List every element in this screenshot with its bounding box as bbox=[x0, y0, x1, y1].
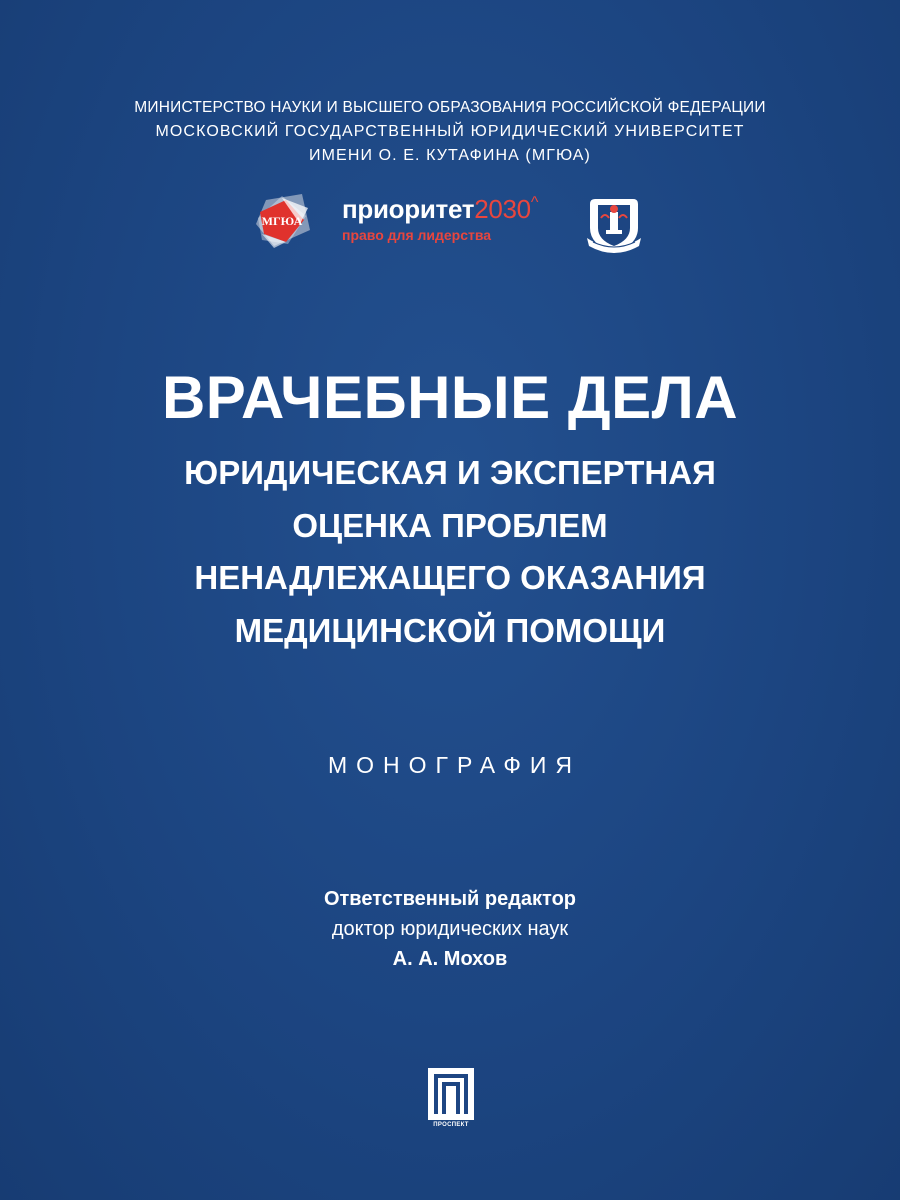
priority-year: 2030 bbox=[474, 194, 531, 224]
subtitle-line: МЕДИЦИНСКОЙ ПОМОЩИ bbox=[234, 611, 666, 649]
editor-name: А. А. Мохов bbox=[392, 948, 508, 970]
publisher-name: ПРОСПЕКТ bbox=[433, 1122, 469, 1128]
subtitle-line: НЕНАДЛЕЖАЩЕГО ОКАЗАНИЯ bbox=[194, 559, 706, 596]
book-title: ВРАЧЕБНЫЕ ДЕЛА bbox=[161, 364, 739, 431]
book-subtitle bbox=[0, 447, 900, 657]
university-name: МОСКОВСКИЙ ГОСУДАРСТВЕННЫЙ ЮРИДИЧЕСКИЙ УНИВЕРСИТЕТ bbox=[155, 123, 745, 140]
mgua-logo bbox=[252, 190, 314, 252]
priority-2030-logo bbox=[342, 194, 572, 250]
ministry-name: МИНИСТЕРСТВО НАУКИ И ВЫСШЕГО ОБРАЗОВАНИЯ РОССИЙСКОЙ ФЕДЕРАЦИИ bbox=[134, 99, 766, 116]
emblem-seal-icon bbox=[581, 190, 647, 256]
editor-block bbox=[0, 884, 900, 974]
institution-header bbox=[0, 96, 900, 168]
publisher-logo bbox=[426, 1066, 476, 1130]
subtitle-line: ЮРИДИЧЕСКАЯ И ЭКСПЕРТНАЯ bbox=[184, 454, 716, 491]
prospekt-logo-icon bbox=[426, 1066, 476, 1122]
editor-role: Ответственный редактор bbox=[323, 888, 577, 910]
university-full-name: ИМЕНИ О. Е. КУТАФИНА (МГЮА) bbox=[309, 147, 591, 164]
editor-degree: доктор юридических наук bbox=[331, 918, 569, 940]
mgua-logo-icon bbox=[252, 190, 314, 252]
subtitle-line: ОЦЕНКА ПРОБЛЕМ bbox=[292, 506, 608, 544]
priority-word: приоритет bbox=[342, 194, 475, 224]
book-genre: МОНОГРАФИЯ bbox=[327, 752, 581, 778]
mgua-logo-label: МГЮА bbox=[261, 214, 303, 228]
university-emblem bbox=[581, 190, 647, 256]
priority-caret: ^ bbox=[530, 194, 539, 211]
logo-row bbox=[0, 190, 900, 260]
priority-title bbox=[342, 194, 538, 225]
priority-slogan: право для лидерства bbox=[342, 227, 492, 243]
